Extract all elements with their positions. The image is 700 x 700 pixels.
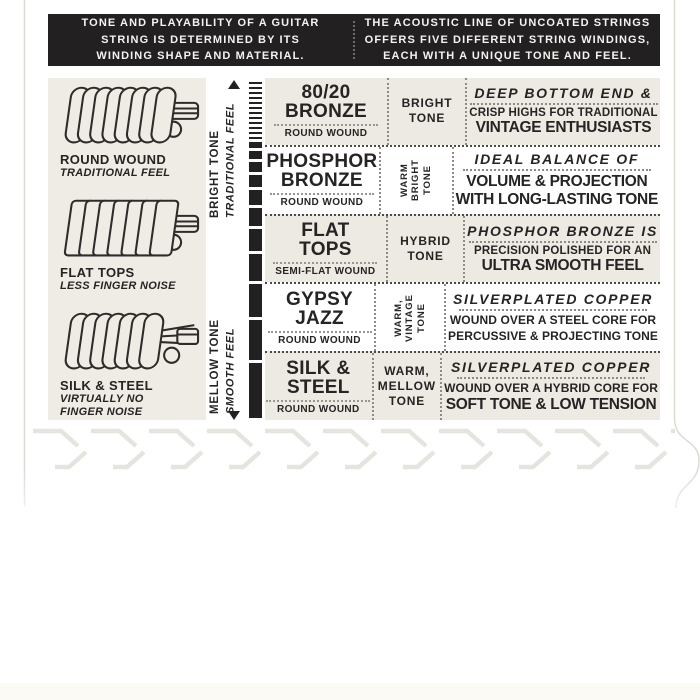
tone-scale-bar [249, 82, 262, 418]
flat-tops-illustration [62, 197, 204, 263]
table-row [265, 145, 660, 214]
string-name: TOPS [299, 238, 352, 260]
dotted-separator [457, 377, 645, 379]
table-row [265, 78, 660, 145]
tone-axis [206, 78, 265, 420]
packet-fadeout [0, 468, 700, 558]
winding-type: ROUND WOUND [278, 334, 361, 346]
winding-sublabel: LESS FINGER NOISE [60, 279, 176, 292]
axis-label-mellow [208, 284, 238, 414]
winding-sublabel: TRADITIONAL FEEL [60, 167, 171, 179]
tone-cell [386, 216, 465, 283]
description-headline: SILVERPLATED COPPER [452, 291, 654, 308]
tone-bar-segment [249, 87, 262, 89]
round-wound-illustration [62, 84, 204, 150]
string-name: STEEL [286, 376, 350, 398]
header-line: TONE AND PLAYABILITY OF A GUITAR [81, 17, 320, 30]
tone-bar-segment [249, 97, 262, 99]
winding-label: FLAT TOPS [60, 264, 135, 280]
axis-title: MELLOW TONE [209, 319, 221, 414]
string-name: JAZZ [295, 307, 344, 329]
string-name: BRONZE [280, 170, 363, 192]
dotted-separator [273, 262, 377, 264]
string-name-cell [265, 284, 374, 351]
tone-bar-segment [249, 284, 262, 317]
dotted-separator [274, 124, 378, 126]
main-content [48, 78, 660, 420]
axis-title: BRIGHT TONE [209, 130, 221, 218]
winding-shape-panel [48, 78, 206, 420]
zipper-tear-pattern [30, 424, 675, 474]
tone-bar-segment [249, 112, 262, 114]
dotted-separator [469, 241, 657, 243]
background-band [0, 683, 700, 700]
tone-bar-segment [249, 151, 262, 159]
description-line: WOUND OVER A HYBRID CORE FOR [444, 380, 658, 395]
tone-label: BRIGHT TONE [401, 96, 453, 126]
header-line: EACH WITH A UNIQUE TONE AND FEEL. [383, 50, 632, 63]
description-cell [465, 216, 660, 283]
header-line: STRING IS DETERMINED BY ITS [101, 33, 300, 46]
description-line: PERCUSSIVE & PROJECTING TONE [448, 328, 658, 343]
winding-type: SEMI-FLAT WOUND [275, 265, 376, 277]
tone-bar-segment [249, 229, 262, 251]
tone-cell [372, 353, 442, 420]
tone-label: WARM, MELLOW TONE [377, 364, 436, 409]
description-headline: SILVERPLATED COPPER [451, 358, 652, 375]
string-name: PHOSPHOR [266, 151, 378, 173]
winding-item-round-wound [48, 78, 206, 191]
dotted-separator [463, 169, 651, 171]
tone-bar-segment [249, 102, 262, 104]
winding-sublabel: VIRTUALLY NO FINGER NOISE [60, 392, 144, 419]
tone-cell [387, 78, 467, 145]
axis-subtitle: TRADITIONAL FEEL [224, 102, 237, 218]
tone-label: HYBRID TONE [400, 233, 451, 263]
arrow-down-icon [228, 411, 240, 420]
tone-label: WARM BRIGHT TONE [399, 159, 433, 202]
tone-bar-segment [249, 320, 262, 360]
string-name-cell [265, 353, 372, 420]
description-cell [442, 353, 660, 420]
tone-cell [379, 147, 454, 214]
description-headline: PHOSPHOR BRONZE IS [467, 223, 658, 240]
tone-label: WARM, VINTAGE TONE [392, 293, 427, 342]
tone-bar-segment [249, 82, 262, 84]
string-name-cell [265, 78, 387, 145]
description-cell [454, 147, 660, 214]
tone-bar-segment [249, 175, 262, 187]
tone-bar-segment [249, 137, 262, 139]
dotted-separator [270, 193, 374, 195]
tone-bar-segment [249, 190, 262, 205]
tone-bar-segment [249, 132, 262, 134]
string-name: 80/20 [301, 82, 351, 104]
description-line: PRECISION POLISHED FOR AN [474, 245, 652, 258]
header-statement-right [355, 15, 660, 65]
table-row [265, 351, 660, 420]
tone-bar-segment [249, 117, 262, 119]
dotted-separator [459, 309, 647, 311]
winding-item-silk-steel [48, 304, 206, 421]
header-line: OFFERS FIVE DIFFERENT STRING WINDINGS, [364, 33, 651, 46]
tone-bar-segment [249, 127, 262, 129]
description-line: VOLUME & PROJECTION [466, 173, 648, 191]
tone-bar-segment [249, 363, 262, 418]
tone-bar-segment [249, 208, 262, 226]
description-headline: IDEAL BALANCE OF [474, 151, 640, 168]
string-name: GYPSY [286, 288, 354, 310]
silk-steel-illustration [62, 310, 204, 376]
description-line: SOFT TONE & LOW TENSION [445, 396, 657, 414]
header-line: THE ACOUSTIC LINE OF UNCOATED STRINGS [364, 17, 651, 30]
description-line: CRISP HIGHS FOR TRADITIONAL [469, 107, 658, 120]
winding-item-flat-tops [48, 191, 206, 304]
tone-bar-segment [249, 92, 262, 94]
string-name: FLAT [301, 219, 350, 241]
table-row [265, 214, 660, 283]
string-name: BRONZE [284, 101, 368, 123]
description-cell [446, 284, 660, 351]
description-line: VINTAGE ENTHUSIASTS [475, 119, 652, 137]
tone-bar-segment [249, 254, 262, 281]
table-row [265, 282, 660, 351]
description-line: WOUND OVER A STEEL CORE FOR [449, 313, 657, 328]
axis-subtitle: SMOOTH FEEL [224, 327, 237, 414]
tone-bar-segment [249, 162, 262, 172]
header-bar [48, 14, 660, 66]
description-line: WITH LONG-LASTING TONE [455, 191, 658, 209]
string-types-table [265, 78, 660, 420]
tone-bar-segment [249, 122, 262, 124]
description-cell [467, 78, 660, 145]
winding-type: ROUND WOUND [276, 403, 360, 415]
dotted-separator [266, 400, 370, 402]
header-statement-left [48, 15, 353, 65]
string-name: SILK & [286, 357, 351, 379]
winding-label: SILK & STEEL [60, 377, 153, 393]
winding-type: ROUND WOUND [280, 197, 364, 209]
header-line: WINDING SHAPE AND MATERIAL. [96, 50, 305, 63]
winding-type: ROUND WOUND [284, 128, 368, 140]
string-name-cell [265, 147, 379, 214]
description-headline: DEEP BOTTOM END & [474, 85, 653, 102]
description-line: ULTRA SMOOTH FEEL [481, 257, 644, 275]
dotted-separator [470, 103, 658, 105]
winding-label: ROUND WOUND [60, 152, 167, 167]
string-name-cell [265, 216, 386, 283]
dotted-separator [268, 331, 372, 333]
tone-bar-segment [249, 142, 262, 148]
tone-bar-segment [249, 107, 262, 109]
tone-cell [374, 284, 446, 351]
axis-label-bright [208, 88, 238, 218]
